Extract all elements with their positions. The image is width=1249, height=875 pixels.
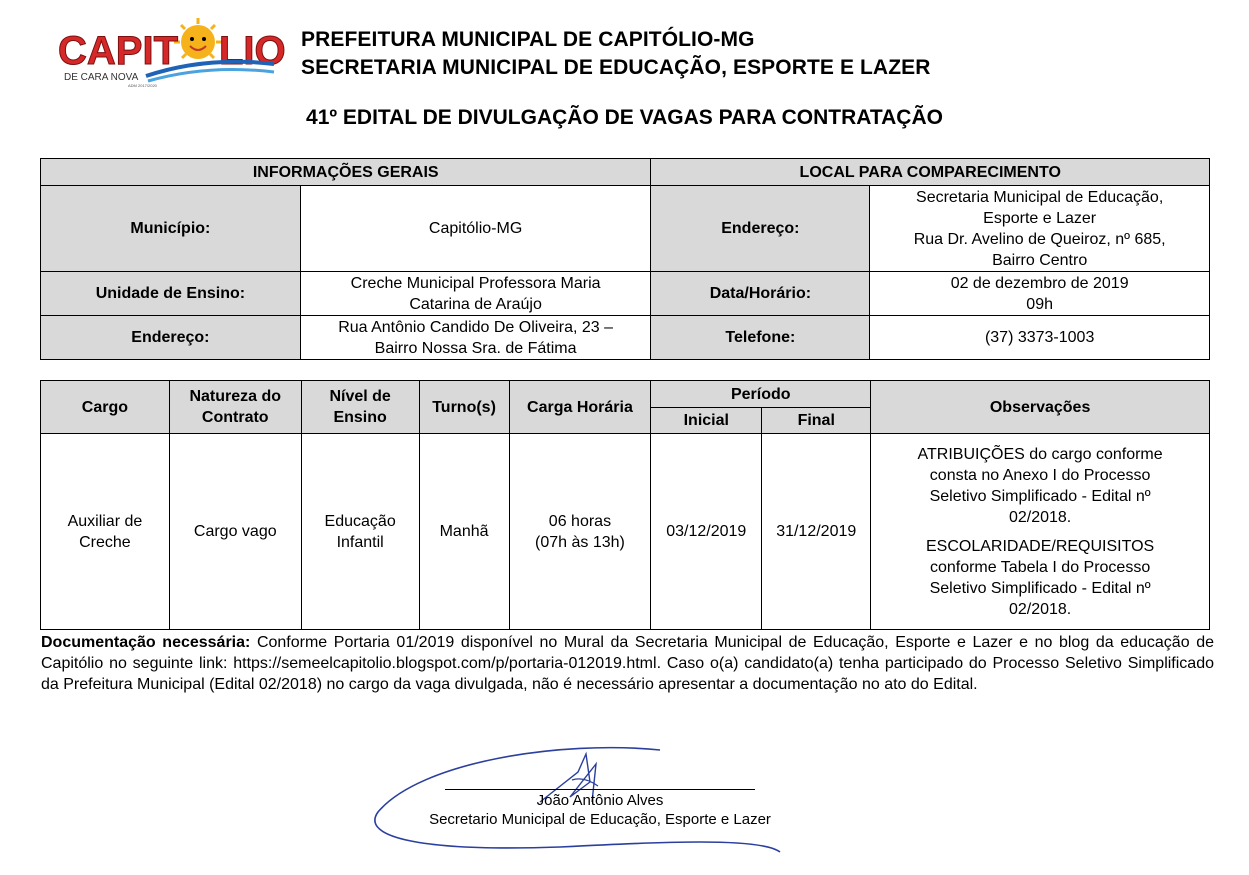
periodo-header: Período <box>651 381 871 408</box>
obs-line: 02/2018. <box>1008 600 1072 618</box>
carga-line: (07h às 13h) <box>535 533 625 551</box>
info-local-header: LOCAL PARA COMPARECIMENTO <box>651 159 1210 186</box>
obs-line: ATRIBUIÇÕES do cargo conforme <box>917 445 1163 463</box>
local-endereco-value <box>870 186 1210 272</box>
horario-line: 09h <box>1026 295 1053 313</box>
natureza-value: Cargo vago <box>169 434 301 630</box>
inicial-header: Inicial <box>651 408 762 434</box>
cargo-value <box>41 434 170 630</box>
jobs-header-row <box>41 381 1210 408</box>
page-title: 41º EDITAL DE DIVULGAÇÃO DE VAGAS PARA CONTRATAÇÃO <box>306 106 943 129</box>
unidade-line: Catarina de Araújo <box>409 295 542 313</box>
obs-line: ESCOLARIDADE/REQUISITOS <box>926 537 1155 555</box>
nivel-header-line: Nível de <box>329 388 391 405</box>
nivel-header <box>301 381 419 434</box>
obs-line: Seletivo Simplificado - Edital nº <box>929 579 1151 597</box>
obs-line: conforme Tabela I do Processo <box>929 558 1151 576</box>
table-row <box>41 316 1210 360</box>
signatory-name: João Antônio Alves <box>536 792 664 809</box>
logo-wordmark-end: LIO <box>219 29 286 73</box>
final-header: Final <box>762 408 871 434</box>
sun-icon <box>174 18 222 59</box>
unidade-label: Unidade de Ensino: <box>41 272 301 316</box>
telefone-label: Telefone: <box>651 316 870 360</box>
final-value: 31/12/2019 <box>762 434 871 630</box>
logo-wordmark: CAPIT <box>58 29 178 73</box>
obs-line: 02/2018. <box>1008 508 1072 526</box>
header-line-2: SECRETARIA MUNICIPAL DE EDUCAÇÃO, ESPORTE E LAZER <box>301 56 931 79</box>
nivel-value <box>301 434 419 630</box>
obs-escolaridade <box>875 536 1205 620</box>
header-line-1: PREFEITURA MUNICIPAL DE CAPITÓLIO-MG <box>301 28 755 51</box>
telefone-value: (37) 3373-1003 <box>870 316 1210 360</box>
local-endereco-label: Endereço: <box>651 186 870 272</box>
header <box>301 26 931 82</box>
turno-value: Manhã <box>419 434 509 630</box>
documentation-text: Conforme Portaria 01/2019 disponível no Mural da Secretaria Municipal de Educação, Esporte e Lazer e no blog da educação de Capitólio no seguinte link: https://semeelcapitolio.blogspot.com/p/portaria-012019.html. Caso o(a) candidato(a) tenha participado do Processo Seletivo Simplificado da Prefeitura Municipal (Edital 02/2018) no cargo da vaga divulgada, não é necessário apresentar a documentação no ato do Edital. <box>41 634 1214 693</box>
documentation-label: Documentação necessária: <box>41 634 251 651</box>
info-table <box>40 158 1210 360</box>
signature-line <box>445 789 755 790</box>
unidade-endereco-value <box>300 316 651 360</box>
table-row <box>41 434 1210 630</box>
turno-header: Turno(s) <box>419 381 509 434</box>
cargo-line: Creche <box>79 533 131 551</box>
data-line: 02 de dezembro de 2019 <box>950 274 1129 292</box>
unidade-endereco-label: Endereço: <box>41 316 301 360</box>
logo-small-text: ADM 2017/2020 <box>128 83 157 88</box>
carga-header: Carga Horária <box>509 381 651 434</box>
unidade-value <box>300 272 651 316</box>
natureza-header-line: Contrato <box>201 409 269 426</box>
unidade-endereco-line: Bairro Nossa Sra. de Fátima <box>374 339 577 357</box>
jobs-table <box>40 380 1210 630</box>
signatory-role: Secretario Municipal de Educação, Esporte e Lazer <box>429 811 771 828</box>
cargo-line: Auxiliar de <box>67 512 143 530</box>
table-row <box>41 186 1210 272</box>
unidade-line: Creche Municipal Professora Maria <box>350 274 601 292</box>
obs-line: Seletivo Simplificado - Edital nº <box>929 487 1151 505</box>
local-endereco-line: Secretaria Municipal de Educação, <box>916 188 1164 206</box>
municipio-value: Capitólio-MG <box>300 186 651 272</box>
table-row <box>41 272 1210 316</box>
logo-tagline: DE CARA NOVA <box>64 72 139 83</box>
natureza-header <box>169 381 301 434</box>
inicial-value: 03/12/2019 <box>651 434 762 630</box>
natureza-header-line: Natureza do <box>189 388 282 405</box>
local-endereco-line: Bairro Centro <box>992 251 1088 269</box>
municipio-label: Município: <box>41 186 301 272</box>
obs-header: Observações <box>871 381 1210 434</box>
cargo-header: Cargo <box>41 381 170 434</box>
local-endereco-line: Esporte e Lazer <box>983 209 1097 227</box>
carga-line: 06 horas <box>548 512 612 530</box>
carga-value <box>509 434 651 630</box>
local-endereco-line: Rua Dr. Avelino de Queiroz, nº 685, <box>913 230 1166 248</box>
info-general-header: INFORMAÇÕES GERAIS <box>41 159 651 186</box>
obs-line: consta no Anexo I do Processo <box>929 466 1151 484</box>
capitolio-logo <box>56 14 286 90</box>
obs-atribuicoes <box>875 444 1205 528</box>
nivel-header-line: Ensino <box>333 409 387 426</box>
nivel-line: Educação <box>324 512 396 530</box>
unidade-endereco-line: Rua Antônio Candido De Oliveira, 23 – <box>338 318 614 336</box>
info-table-header-row <box>41 159 1210 186</box>
data-horario-value <box>870 272 1210 316</box>
nivel-line: Infantil <box>336 533 384 551</box>
data-horario-label: Data/Horário: <box>651 272 870 316</box>
documentation-note <box>41 632 1214 695</box>
obs-value <box>871 434 1210 630</box>
